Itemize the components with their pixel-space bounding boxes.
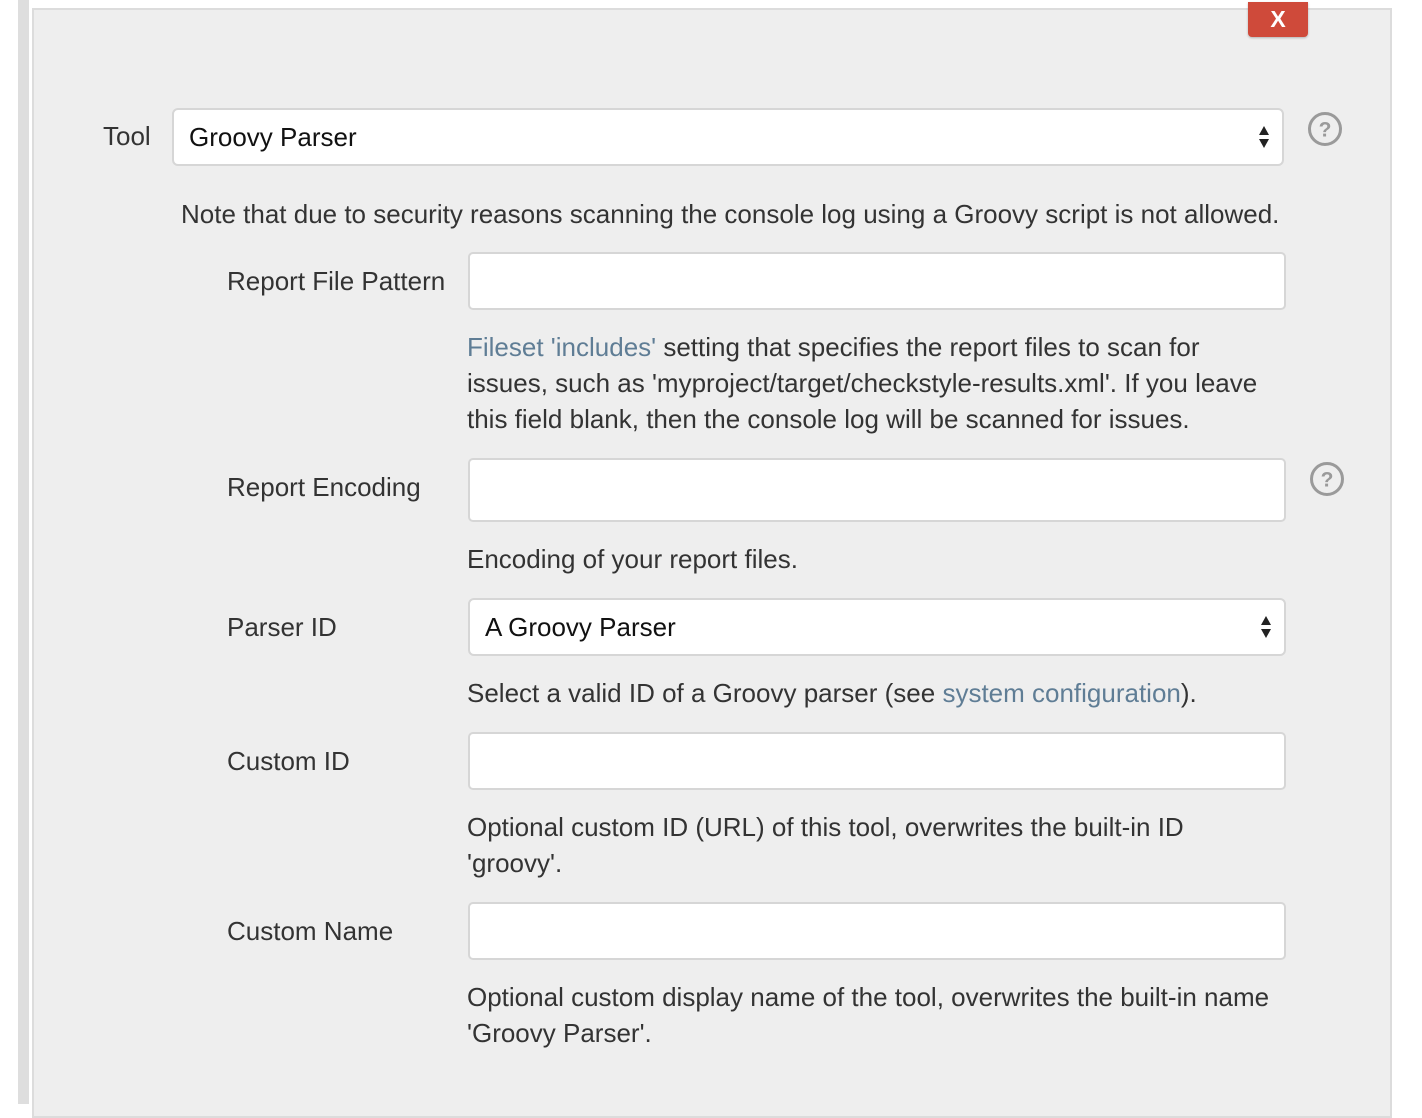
parser-id-help-prefix: Select a valid ID of a Groovy parser (see (467, 678, 943, 708)
report-file-pattern-input[interactable] (468, 252, 1286, 310)
report-encoding-help-icon[interactable] (1309, 461, 1345, 497)
custom-id-help: Optional custom ID (URL) of this tool, overwrites the built-in ID 'groovy'. (467, 812, 1184, 878)
svg-text:?: ? (1318, 118, 1332, 142)
report-encoding-help: Encoding of your report files. (467, 544, 798, 574)
report-encoding-input[interactable] (468, 458, 1286, 522)
parser-id-help-suffix: ). (1180, 678, 1197, 708)
report-encoding-label: Report Encoding (227, 472, 421, 502)
svg-text:?: ? (1320, 468, 1334, 492)
fileset-includes-link[interactable]: Fileset 'includes' (467, 332, 657, 362)
custom-name-help: Optional custom display name of the tool, overwrites the built-in name 'Groovy Parser'. (467, 982, 1270, 1048)
custom-name-label: Custom Name (227, 916, 394, 946)
parser-id-label: Parser ID (227, 612, 337, 642)
custom-id-input[interactable] (468, 732, 1286, 790)
left-stripe (18, 0, 29, 1104)
tool-label: Tool (103, 121, 151, 151)
report-file-pattern-label: Report File Pattern (227, 266, 446, 296)
parser-id-select[interactable] (468, 598, 1286, 656)
parser-id-help (467, 675, 1197, 711)
system-configuration-link[interactable]: system configuration (942, 678, 1181, 708)
tool-select-value: Groovy Parser (189, 121, 357, 152)
close-button[interactable]: X (1248, 2, 1308, 37)
parser-id-select-value: A Groovy Parser (485, 611, 676, 642)
select-arrows-icon (1260, 614, 1272, 640)
tool-select[interactable] (172, 108, 1284, 166)
report-file-pattern-help (467, 329, 1285, 437)
tool-help-icon[interactable] (1307, 111, 1343, 147)
custom-name-input[interactable] (468, 902, 1286, 960)
tool-note: Note that due to security reasons scanning the console log using a Groovy script is not allowed. (181, 199, 1280, 229)
select-arrows-icon (1258, 124, 1270, 150)
report-file-pattern-help-text: setting that specifies the report files to scan for issues, such as 'myproject/target/checkstyle-results.xml'. If you leave this field blank, then the console log will be scanned for issues. (467, 332, 1258, 434)
custom-id-label: Custom ID (227, 746, 350, 776)
